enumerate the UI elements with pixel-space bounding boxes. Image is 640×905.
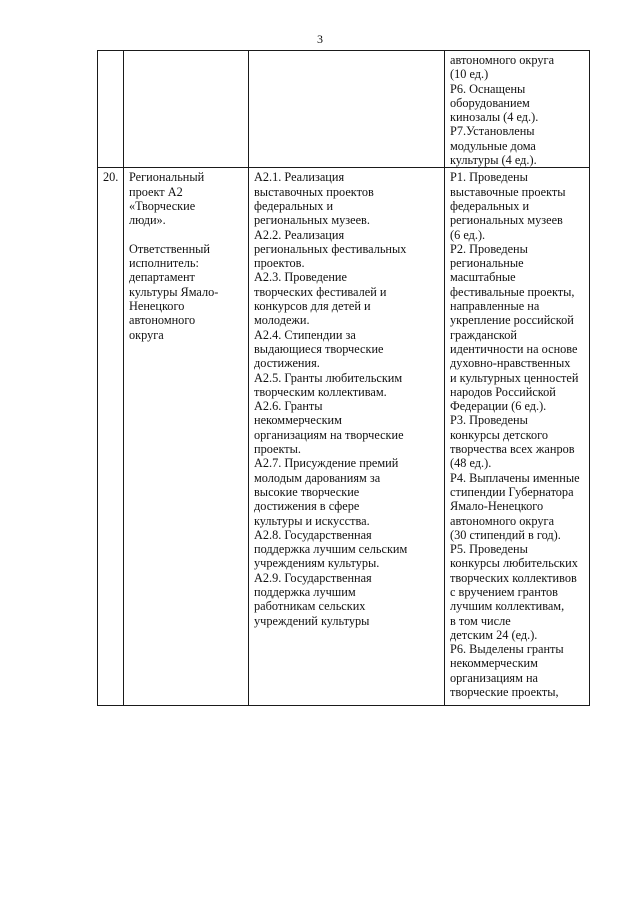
cell-text-line: стипендии Губернатора [450, 484, 574, 499]
cell-text-line: направленные на [450, 299, 540, 314]
cell-text-line: департамент [129, 270, 195, 285]
cell-text-line: поддержка лучшим сельским [254, 542, 408, 557]
cell-text-line: некоммерческим [450, 656, 538, 671]
cell-text-line: А2.4. Стипендии за [254, 327, 356, 342]
cell-text-line: Р6. Оснащены [450, 81, 526, 96]
cell-text-line: фестивальные проекты, [450, 284, 575, 299]
cell-text-line: масштабные [450, 270, 516, 285]
cell-text-line: автономного округа [450, 53, 555, 67]
cell-text-line: конкурсов для детей и [254, 299, 371, 314]
row-number-cell: 20. [98, 168, 124, 706]
cell-text-line: Р2. Проведены [450, 241, 528, 256]
cell-text-line: региональных музеев. [254, 213, 370, 228]
cell-text-line: идентичности на основе [450, 341, 578, 356]
cell-text-line: Р3. Проведены [450, 413, 528, 428]
cell-text-line: Р7.Установлены [450, 124, 535, 139]
cell-text-line: культуры Ямало- [129, 284, 219, 299]
cell-text-line: люди». [129, 213, 166, 228]
cell-text-line: в том числе [450, 613, 511, 628]
cell-text-line: исполнитель: [129, 256, 199, 271]
cell-text-line: (30 стипендий в год). [450, 527, 561, 542]
cell-text-line: (48 ед.). [450, 456, 492, 471]
cell-text-line: А2.5. Гранты любительским [254, 370, 403, 385]
cell-text-line: региональные [450, 256, 524, 271]
cell-text-line: выставочные проекты [450, 184, 566, 199]
cell-text-line: некоммерческим [254, 413, 342, 428]
cell-text-line: творческие проекты, [450, 685, 559, 700]
cell-text-line: А2.9. Государственная [254, 570, 372, 585]
cell-text-line: федеральных и [450, 198, 530, 213]
cell-text-line: оборудованием [450, 95, 530, 110]
cell-text-line: достижения в сфере [254, 499, 360, 514]
cell-text-line: конкурсы любительских [450, 556, 578, 571]
table-row [98, 51, 590, 168]
results-cell [445, 51, 590, 168]
actions-cell [249, 168, 445, 706]
cell-text-line: учреждениям культуры. [254, 556, 380, 571]
cell-text-line: поддержка лучшим [254, 584, 356, 599]
cell-text-line: А2.7. Присуждение премий [254, 456, 399, 471]
cell-text-line: А2.2. Реализация [254, 227, 345, 242]
cell-text-line: выдающиеся творческие [254, 341, 384, 356]
document-table [97, 50, 590, 706]
cell-text-line: молодежи. [254, 313, 310, 328]
cell-text-line: (10 ед.) [450, 67, 489, 82]
cell-text-line: Ответственный [129, 241, 210, 256]
cell-text-line: конкурсы детского [450, 427, 549, 442]
table-body [98, 51, 590, 706]
cell-text-line: творчества всех жанров [450, 442, 575, 457]
cell-text-line: достижения. [254, 356, 320, 371]
project-cell [124, 168, 249, 706]
cell-text-line: проект А2 [129, 184, 183, 199]
cell-text-line: Региональный [129, 170, 205, 185]
row-number-cell [98, 51, 124, 168]
cell-text-line: региональных фестивальных [254, 241, 407, 256]
cell-text-line: Р4. Выплачены именные [450, 470, 580, 485]
actions-cell [249, 51, 445, 168]
page-number: 3 [317, 32, 323, 46]
cell-text-line: Ненецкого [129, 299, 185, 314]
cell-text-line: проекты. [254, 442, 302, 457]
cell-text-line: кинозалы (4 ед.). [450, 110, 539, 125]
cell-text-line: А2.6. Гранты [254, 399, 323, 414]
cell-text-line: и культурных ценностей [450, 370, 579, 385]
cell-text-line: укрепление российской [450, 313, 574, 328]
cell-text-line: региональных музеев [450, 213, 563, 228]
cell-text-line: А2.1. Реализация [254, 170, 345, 185]
project-cell [124, 51, 249, 168]
cell-text-line: молодым дарованиям за [254, 470, 381, 485]
cell-text-line: высокие творческие [254, 484, 360, 499]
cell-text-line: Р5. Проведены [450, 542, 528, 557]
cell-text-line: организациям на творческие [254, 427, 404, 442]
cell-text-line: (6 ед.). [450, 227, 486, 242]
cell-text-line: федеральных и [254, 198, 334, 213]
cell-text-line: автономного округа [450, 513, 555, 528]
cell-text-line: творческих фестивалей и [254, 284, 387, 299]
cell-text-line: культуры и искусства. [254, 513, 370, 528]
cell-text-line: лучшим коллективам, [450, 599, 565, 614]
cell-text-line: народов Российской [450, 384, 556, 399]
cell-text-line: Ямало-Ненецкого [450, 499, 544, 514]
cell-text-line: гражданской [450, 327, 517, 342]
table-row [98, 168, 590, 706]
cell-text-line: А2.3. Проведение [254, 270, 347, 285]
cell-text-line: творческих коллективов [450, 570, 577, 585]
cell-text-line: творческим коллективам. [254, 384, 387, 399]
cell-text-line: Р1. Проведены [450, 170, 528, 185]
blank-line [129, 228, 244, 242]
cell-text-line: выставочных проектов [254, 184, 374, 199]
cell-text-line: А2.8. Государственная [254, 527, 372, 542]
cell-text-line: «Творческие [129, 198, 196, 213]
cell-text-line: культуры (4 ед.). [450, 153, 537, 168]
cell-text-line: Р6. Выделены гранты [450, 642, 564, 657]
cell-text-line: округа [129, 327, 164, 342]
cell-text-line: Федерации (6 ед.). [450, 399, 547, 414]
cell-text-line: проектов. [254, 256, 305, 271]
cell-text-line: работникам сельских [254, 599, 366, 614]
cell-text-line: организациям на [450, 670, 538, 685]
cell-text-line: детским 24 (ед.). [450, 627, 538, 642]
cell-text-line: с вручением грантов [450, 584, 558, 599]
results-cell [445, 168, 590, 706]
cell-text-line: учреждений культуры [254, 613, 370, 628]
cell-text-line: духовно-нравственных [450, 356, 571, 371]
cell-text-line: автономного [129, 313, 196, 328]
cell-text-line: модульные дома [450, 138, 536, 153]
